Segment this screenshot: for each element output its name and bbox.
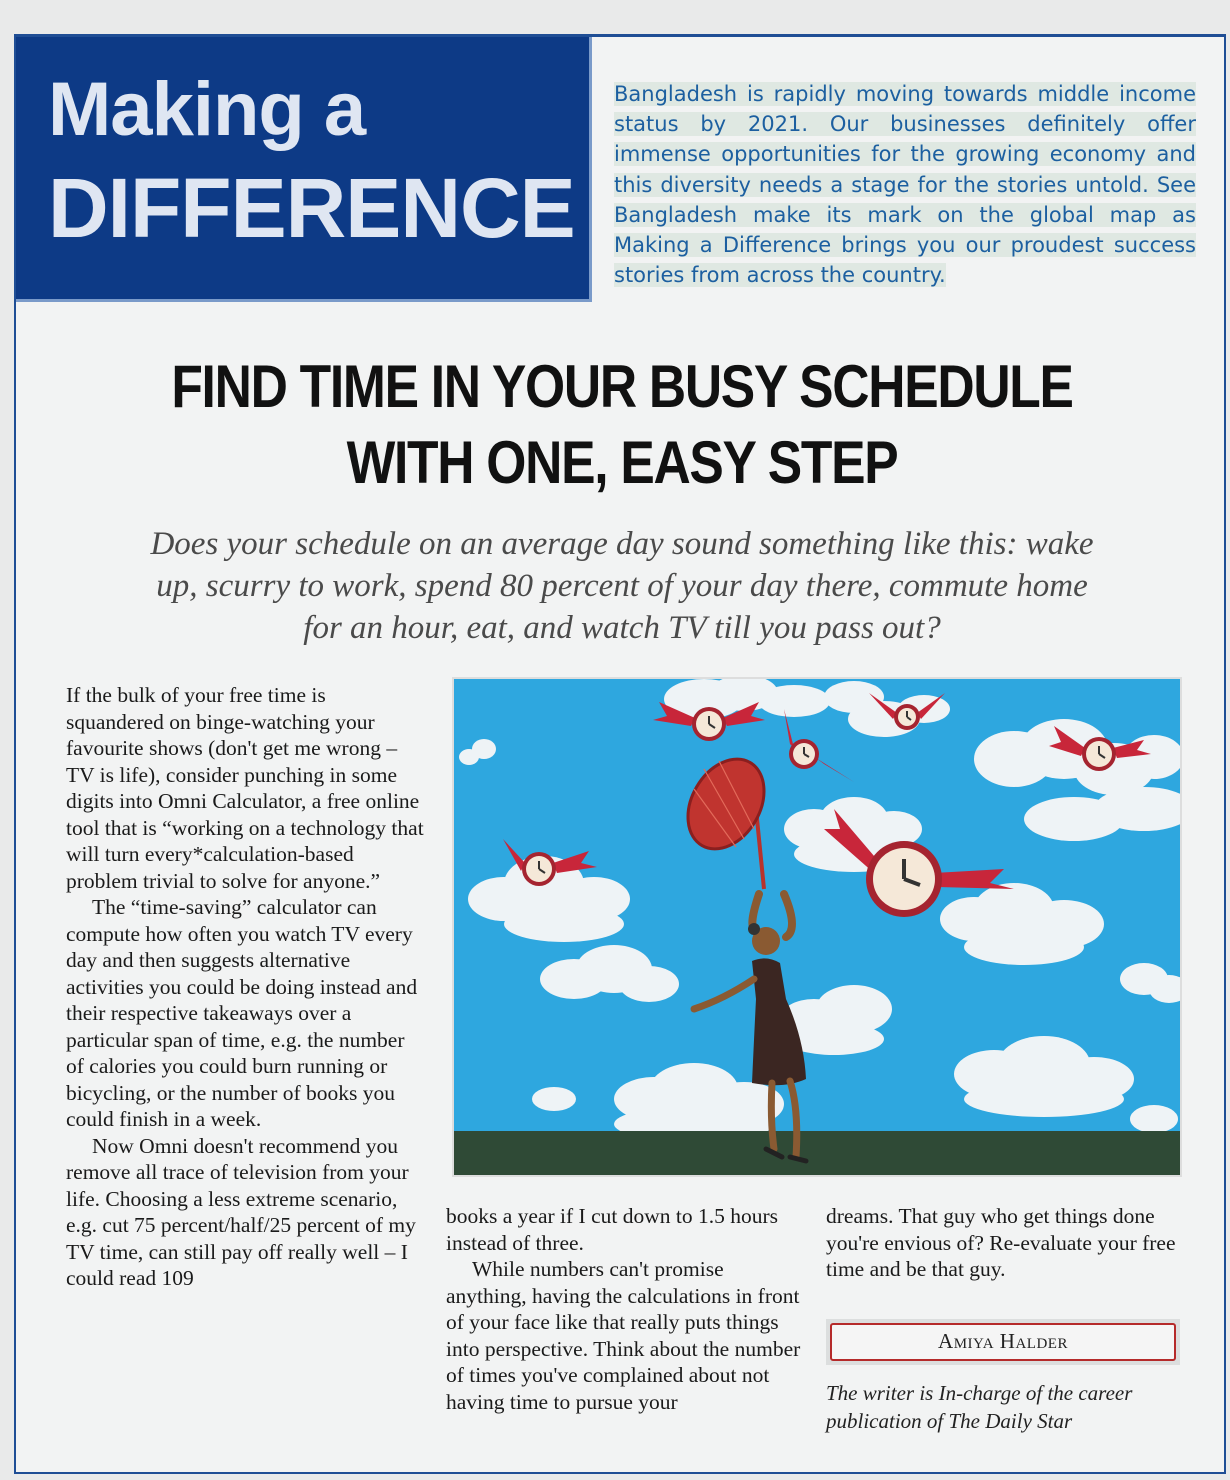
section-title-line1: Making a: [48, 67, 366, 152]
body-column-3: [826, 1203, 1176, 1283]
author-credit: The writer is In-charge of the career publication of The Daily Star: [826, 1381, 1133, 1433]
article-page: [14, 34, 1226, 1474]
article-headline: [101, 349, 1143, 501]
clock-icon: [653, 702, 765, 741]
section-intro: [614, 79, 1196, 290]
body-column-2: [446, 1203, 806, 1415]
clock-icon: [784, 709, 854, 782]
headline-line2: WITH ONE, EASY STEP: [346, 429, 898, 496]
ground: [454, 1131, 1182, 1177]
headline-line1: FIND TIME IN YOUR BUSY SCHEDULE: [171, 353, 1073, 420]
author-byline: Amiya Halder: [830, 1323, 1176, 1361]
section-title: [48, 67, 575, 255]
body-paragraph: books a year if I cut down to 1.5 hours instead of three.: [446, 1204, 778, 1255]
body-column-1: [66, 682, 426, 1292]
butterfly-net: [673, 745, 780, 889]
illustration-art: [454, 679, 1182, 1177]
illustration-woman-chasing-clocks: [452, 677, 1182, 1177]
byline-box: [826, 1319, 1180, 1365]
body-paragraph: If the bulk of your free time is squandered on binge-watching your favourite shows (don't get me wrong – TV is life), consider punching in some digits into Omni Calculator, a free online tool that is “working on a technology that will turn every*calculation-based problem trivial to solve for anyone.”: [66, 683, 424, 893]
body-paragraph: The “time-saving” calculator can compute how often you watch TV every day and then suggests alternative activities you could be doing instead and their respective takeaways over a particular span of time, e.g. the number of calories you could burn running or bicycling, or the number of books you could finish in a week.: [66, 895, 418, 1131]
section-banner: [14, 34, 592, 302]
section-title-line2: DIFFERENCE: [48, 161, 575, 255]
body-paragraph: While numbers can't promise anything, having the calculations in front of your face like that really puts things into perspective. Think about the number of times you've complained about not having time to pursue your: [446, 1257, 801, 1414]
article-deck: Does your schedule on an average day sound something like this: wake up, scurry to work, spend 80 percent of your day there, commute home for an hour, eat, and watch TV till you pass out?: [150, 526, 1094, 646]
section-intro-text: Bangladesh is rapidly moving towards middle income status by 2021. Our businesses definitely offer immense opportunities for the growing economy and this diversity needs a stage for the stories untold. See Bangladesh make its mark on the global map as Making a Difference brings you our proudest success stories from across the country.: [614, 82, 1196, 288]
body-paragraph: Now Omni doesn't recommend you remove all trace of television from your life. Choosing a less extreme scenario, e.g. cut 75 percent/half/25 percent of my TV time, can still pay off really well – I could read 109: [66, 1133, 416, 1290]
body-paragraph: dreams. That guy who get things done you're envious of? Re-evaluate your free time and be that guy.: [826, 1204, 1176, 1281]
